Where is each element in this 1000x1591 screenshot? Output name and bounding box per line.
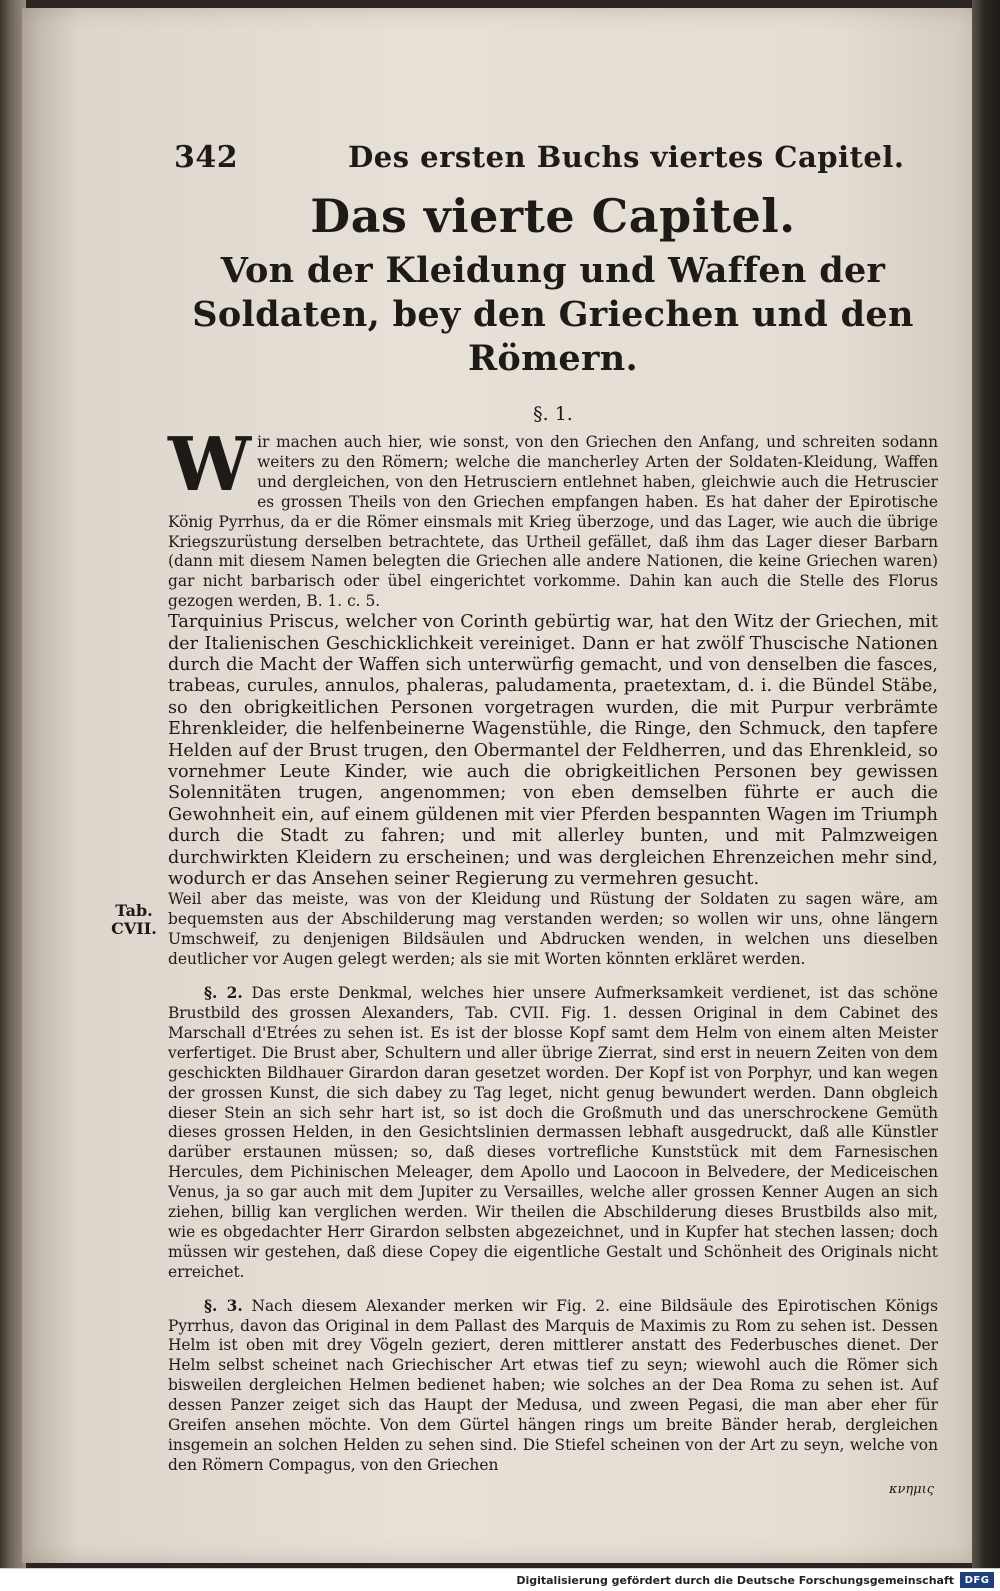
- section-mark: §. 1.: [533, 403, 573, 425]
- paragraph-2-text: Das erste Denkmal, welches hier unsere Aufmerksamkeit verdienet, ist das schöne Brustbild des grossen Alexanders, Tab. CVII. Fig. 1. dessen Original in dem Cabinet des Marschall d'Etrées zu sehen ist. Es ist der blosse Kopf samt dem Helm von einem alten Meister verfertiget. Die Brust aber, Schultern und aller übrige Zierrat, sind erst in neuern Zeiten von dem geschickten Bildhauer Girardon daran gesetzet worden. Der Kopf ist von Porphyr, und kan wegen der grossen Kunst, die sich dabey zu Tag leget, nicht genug bewundert werden. Dann obgleich dieser Stein an sich sehr hart ist, so ist doch die Großmuth und das unerschrockene Gemüth dieses grossen Helden, in den Gesichtslinien dermassen lebhaft ausgedruckt, daß alle Künstler darüber erstaunen müssen; so, daß dieses vortrefliche Kunststück mit dem Farnesischen Hercules, dem Pichinischen Meleager, dem Apollo und Laocoon in Belvedere, der Mediceischen Venus, ja so gar auch mit dem Jupiter zu Versailles, welche aller grossen Kenner Augen an sich ziehen, billig kan verglichen werden. Wir theilen die Abschilderung dieses Brustbilds also mit, wie es obgedachter Herr Girardon selbsten abgezeichnet, und in Kupfer hat stechen lassen; doch müssen wir gestehen, daß diese Copey die eigentliche Gestalt und Schönheit des Originals nicht erreichet.: [168, 984, 938, 1281]
- dfg-logo: DFG: [960, 1572, 994, 1588]
- paragraph-1-florus-quote: Tarquinius Priscus, welcher von Corinth gebürtig war, hat den Witz der Griechen, mit der Italienischen Geschicklichkeit vereiniget. Dann er hat zwölf Thuscische Nationen durch die Macht der Waffen sich unterwürfig gemacht, und von denselben die fasces, trabeas, curules, annulos, phaleras, paludamenta, praetextam, d. i. die Bündel Stäbe, so den obrigkeitlichen Personen vorgetragen wurden, die mit Purpur verbrämte Ehrenkleider, die helfenbeinerne Wagenstühle, die Ringe, den Schmuck, den tapfere Helden auf der Brust trugen, den Obermantel der Feldherren, und das Ehrenkleid, so vornehmer Leute Kinder, wie auch die obrigkeitlichen Personen bey gewissen Solennitäten trugen, angenommen; von eben demselben führte er auch die Gewohnheit ein, auf einem güldenen mit vier Pferden bespannten Wagen im Triumph durch die Stadt zu fahren; und mit allerley bunten, und mit Palmzweigen durchwirkten Kleidern zu erscheinen; und was dergleichen Ehrenzeichen mehr sind, wodurch er das Ansehen seiner Regierung zu vermehren gesucht.: [168, 612, 938, 890]
- page-number: 342: [174, 140, 239, 175]
- paragraph-3-mark: §. 3.: [204, 1296, 243, 1315]
- paragraph-1-text: [168, 422, 938, 612]
- drop-cap: W: [168, 422, 252, 508]
- paragraph-1-opening: ir machen auch hier, wie sonst, von den Griechen den Anfang, und schreiten sodann weiters zu den Römern; welche die mancherley Arten der Soldaten-Kleidung, Waffen und dergleichen, von den Hetrusciern entlehnet haben, gleichwie auch die Hetruscier es grossen Theils von den Griechen empfangen haben. Es hat daher der Epirotische König Pyrrhus, da er die Römer einsmals mit Krieg überzoge, und das Lager, wie auch die übrige Kriegszurüstung derselben betrachtete, das Urtheil gefället, daß ihm das Lager dieser Barbarn (dann mit diesem Namen belegten die Griechen alle andere Nationen, die keine Griechen waren) gar nicht barbarisch oder übel eingerichtet vorkomme. Dahin kan auch die Stelle des Florus gezogen werden, B. 1. c. 5.: [168, 433, 938, 611]
- page-text-area: [168, 140, 938, 1497]
- chapter-title: Das vierte Capitel.: [310, 189, 796, 243]
- paragraph-3: [168, 1297, 938, 1476]
- digitization-footer: [0, 1568, 1000, 1591]
- book-right-edge: [972, 0, 1000, 1568]
- paragraph-1: [168, 422, 938, 970]
- paragraph-2-mark: §. 2.: [204, 984, 243, 1003]
- catchword: κνημις: [888, 1481, 934, 1497]
- subject-title: Von der Kleidung und Waffen der Soldaten, bey den Griechen und den Römern.: [192, 250, 914, 379]
- paragraph-1-closing: Weil aber das meiste, was von der Kleidung und Rüstung der Soldaten zu sagen wäre, am bequemsten aus der Abschilderung mag verstanden werden; so wollen wir uns, ohne längern Umschweif, zu denjenigen Bildsäulen und Abdrucken wenden, in welchen uns dieselben deutlicher vor Augen gelegt werden; als sie mit Worten könnten erkläret werden.: [168, 890, 938, 969]
- margin-note-tab: Tab. CVII.: [111, 901, 157, 938]
- footer-credit: Digitalisierung gefördert durch die Deutsche Forschungsgemeinschaft: [516, 1573, 954, 1587]
- paragraph-2: [168, 984, 938, 1283]
- paragraph-3-text: Nach diesem Alexander merken wir Fig. 2. eine Bildsäule des Epirotischen Königs Pyrrhus, davon das Original in dem Pallast des Marquis de Maximis zu Rom zu sehen ist. Dessen Helm ist oben mit drey Vögeln geziert, deren mittlerer anstatt des Federbusches dienet. Der Helm selbst scheinet nach Griechischer Art etwas tief zu seyn; wiewohl auch die Römer sich bisweilen dergleichen Helmen bedienet haben; wie solches an der Dea Roma zu sehen ist. Auf dessen Panzer zeiget sich das Haupt der Medusa, und zween Pegasi, die man aber eher für Greifen ansehen möchte. Von dem Gürtel hängen rings um breite Bänder herab, dergleichen insgemein an solchen Helden zu sehen sind. Die Stiefel scheinen von der Art zu seyn, welche von den Römern Compagus, von den Griechen: [168, 1296, 938, 1474]
- running-title: Des ersten Buchs viertes Capitel.: [348, 140, 905, 174]
- running-head: [174, 140, 938, 175]
